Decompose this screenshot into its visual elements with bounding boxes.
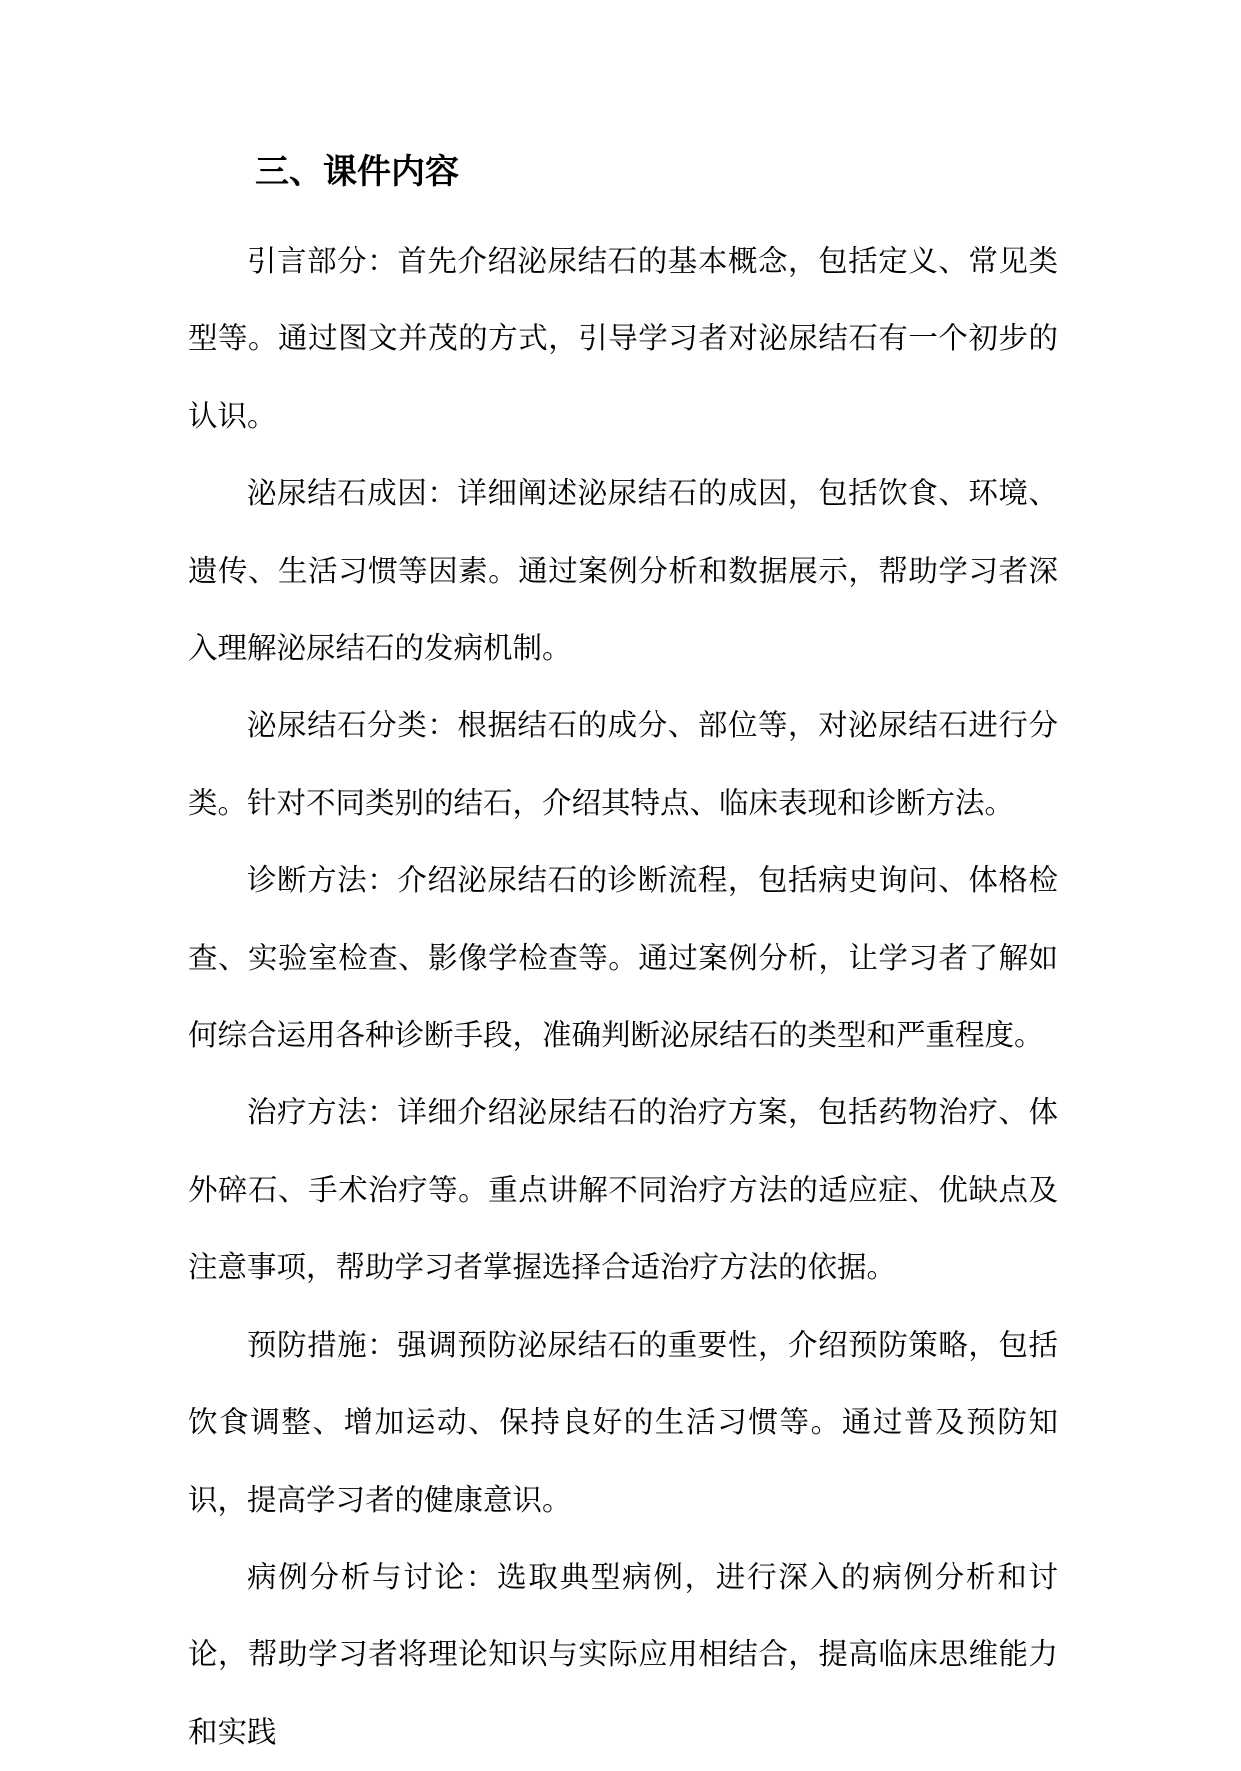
paragraph-treatment: 治疗方法：详细介绍泌尿结石的治疗方案，包括药物治疗、体外碎石、手术治疗等。重点讲解不同治疗方法的适应症、优缺点及注意事项，帮助学习者掌握选择合适治疗方法的依据。 xyxy=(188,1095,1058,1285)
paragraph-prevention: 预防措施：强调预防泌尿结石的重要性，介绍预防策略，包括饮食调整、增加运动、保持良好的生活习惯等。通过普及预防知识，提高学习者的健康意识。 xyxy=(188,1327,1058,1517)
paragraph-diagnosis: 诊断方法：介绍泌尿结石的诊断流程，包括病史询问、体格检查、实验室检查、影像学检查等。通过案例分析，让学习者了解如何综合运用各种诊断手段，准确判断泌尿结石的类型和严重程度。 xyxy=(188,863,1058,1053)
section-heading: 三、课件内容 xyxy=(255,152,459,192)
paragraph-case-analysis: 病例分析与讨论：选取典型病例，进行深入的病例分析和讨论，帮助学习者将理论知识与实际应用相结合，提高临床思维能力和实践 xyxy=(188,1559,1058,1749)
paragraph-causes: 泌尿结石成因：详细阐述泌尿结石的成因，包括饮食、环境、遗传、生活习惯等因素。通过案例分析和数据展示，帮助学习者深入理解泌尿结石的发病机制。 xyxy=(188,476,1058,666)
paragraph-classification: 泌尿结石分类：根据结石的成分、部位等，对泌尿结石进行分类。针对不同类别的结石，介绍其特点、临床表现和诊断方法。 xyxy=(188,708,1058,820)
paragraph-introduction: 引言部分：首先介绍泌尿结石的基本概念，包括定义、常见类型等。通过图文并茂的方式，引导学习者对泌尿结石有一个初步的认识。 xyxy=(188,244,1058,433)
body-text xyxy=(188,223,1058,1771)
